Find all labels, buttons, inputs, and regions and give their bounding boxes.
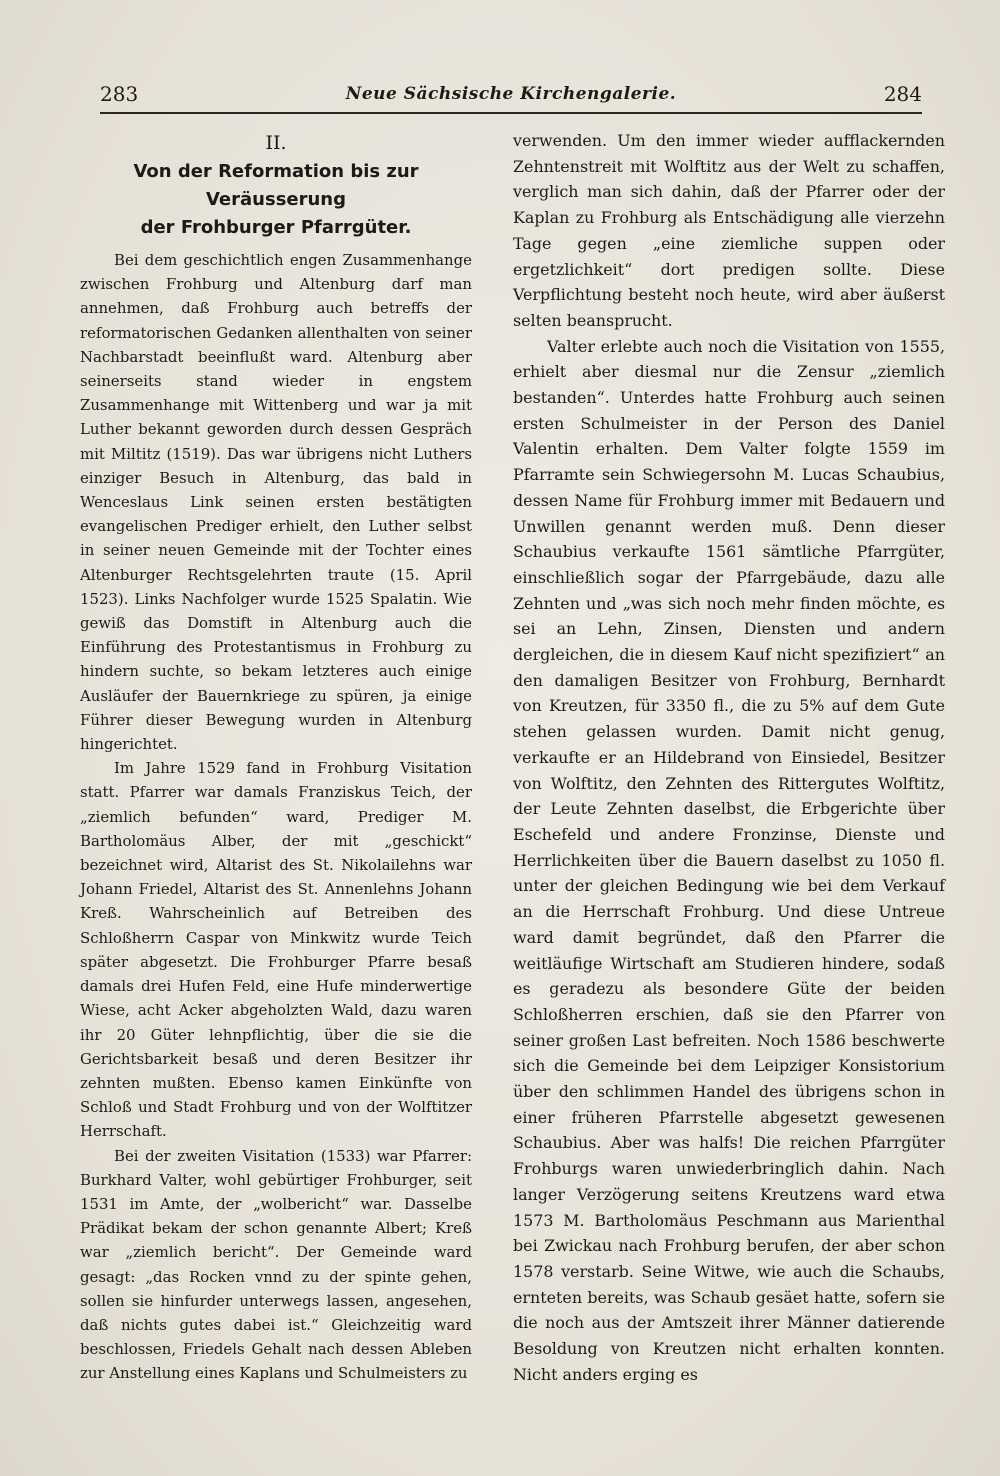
paragraph: Im Jahre 1529 fand in Frohburg Visitation statt. Pfarrer war damals Franziskus Teich, der „ziemlich befunden“ ward, Prediger M. Bartholomäus Alber, der mit „geschickt“ bezeichnet wird, Altarist des St. Nikolailehns war Johann Friedel, Altarist des St. Annenlehns Johann Kreß. Wahrscheinlich auf Betreiben des Schloßherrn Caspar von Minkwitz wurde Teich später abgesetzt. Die Frohburger Pfarre besaß damals drei Hufen Feld, eine Hufe minderwertige Wiese, acht Acker abgeholzten Wald, dazu waren ihr 20 Güter lehnpflichtig, über die sie die Gerichtsbarkeit besaß und deren Besitzer ihr zehnten mußten. Ebenso kamen Einkünfte von Schloß und Stadt Frohburg und von der Wolftitzer Herrschaft.	[80, 759, 472, 1141]
section-title-line: Von der Reformation bis zur Veräusserung	[133, 161, 419, 210]
paragraph: verwenden. Um den immer wieder aufflackernden Zehntenstreit mit Wolftitz aus der Welt zu schaffen, verglich man sich dahin, daß der Pfarrer oder der Kaplan zu Frohburg als Entschädigung alle vierzehn Tage gegen „eine ziemliche suppen oder ergetzlichkeit“ dort predigen sollte. Diese Verpflichtung besteht noch heute, wird aber äußerst selten beansprucht.	[513, 131, 945, 330]
right-column	[513, 128, 945, 1387]
left-column	[80, 122, 472, 1386]
paragraph: Bei dem geschichtlich engen Zusammenhange zwischen Frohburg und Altenburg darf man annehmen, daß Frohburg auch betreffs der reformatorischen Gedanken allenthalten von seiner Nachbarstadt beeinflußt ward. Altenburg aber seinerseits stand wieder in engstem Zusammenhange mit Wittenberg und war ja mit Luther bekannt geworden durch dessen Gespräch mit Miltitz (1519). Das war übrigens nicht Luthers einziger Besuch in Altenburg, das bald in Wenceslaus Link seinen ersten bestätigten evangelischen Prediger erhielt, den Luther selbst in seiner neuen Gemeinde mit der Tochter eines Altenburger Rechtsgelehrten traute (15. April 1523). Links Nachfolger wurde 1525 Spalatin. Wie gewiß das Domstift in Altenburg auch die Einführung des Protestantismus in Frohburg zu hindern suchte, so bekam letzteres auch einige Ausläufer der Bauernkriege zu spüren, ja einige Führer dieser Bewegung wurden in Altenburg hingerichtet.	[80, 251, 472, 754]
page-header	[100, 78, 922, 112]
paragraph: Bei der zweiten Visitation (1533) war Pfarrer: Burkhard Valter, wohl gebürtiger Frohburger, seit 1531 im Amte, der „wolbericht“ war. Dasselbe Prädikat bekam der schon genannte Albert; Kreß war „ziemlich bericht“. Der Gemeinde ward gesagt: „das Rocken vnnd zu der spinte gehen, sollen sie hinfurder unterwegs lassen, angesehen, daß nichts gutes dabei ist.“ Gleichzeitig ward beschlossen, Friedels Gehalt nach dessen Ableben zur Anstellung eines Kaplans und Schulmeisters zu	[80, 1146, 472, 1383]
section-title	[80, 158, 472, 242]
paragraph: Valter erlebte auch noch die Visitation von 1555, erhielt aber diesmal nur die Zensur „ziemlich bestanden“. Unterdes hatte Frohburg auch seinen ersten Schulmeister in der Person des Daniel Valentin erhalten. Dem Valter folgte 1559 im Pfarramte sein Schwiegersohn M. Lucas Schaubius, dessen Name für Frohburg immer mit Bedauern und Unwillen genannt werden muß. Denn dieser Schaubius verkaufte 1561 sämtliche Pfarrgüter, einschließlich sogar der Pfarrgebäude, dazu alle Zehnten und „was sich noch mehr finden möchte, es sei an Lehn, Zinsen, Diensten und andern dergleichen, die in diesem Kauf nicht spezifiziert“ an den damaligen Besitzer von Frohburg, Bernhardt von Kreutzen, für 3350 fl., die zu 5% auf dem Gute stehen gelassen wurden. Damit nicht genug, verkaufte er an Hildebrand von Einsiedel, Besitzer von Wolftitz, den Zehnten des Rittergutes Wolftitz, der Leute Zehnten daselbst, die Erbgerichte über Eschefeld und andere Fronzinse, Dienste und Herrlichkeiten über die Bauern daselbst zu 1050 fl. unter der gleichen Bedingung wie bei dem Verkauf an die Herrschaft Frohburg. Und diese Untreue ward damit begründet, daß den Pfarrer die weitläufige Wirtschaft am Studieren hindere, sodaß es geradezu als besondere Güte der beiden Schloßherren erschien, daß sie den Pfarrer von seiner großen Last befreiten. Noch 1586 beschwerte sich die Gemeinde bei dem Leipziger Konsistorium über den schlimmen Handel des übrigens schon in einer früheren Pfarrstelle abgesetzt gewesenen Schaubius. Aber was halfs! Die reichen Pfarrgüter Frohburgs waren unwiederbringlich dahin. Nach langer Verzögerung seitens Kreutzens ward etwa 1573 M. Bartholomäus Peschmann aus Marienthal bei Zwickau nach Frohburg berufen, der aber schon 1578 verstarb. Seine Witwe, wie auch die Schaubs, ernteten bereits, was Schaub gesäet hatte, sofern sie die noch aus der Amtszeit ihrer Männer datierende Besoldung von Kreutzen nicht erhalten konnten. Nicht anders erging es	[513, 336, 945, 1384]
page-number-right: 284	[883, 82, 922, 106]
page-number-left: 283	[100, 82, 139, 106]
running-title: Neue Sächsische Kirchengalerie.	[345, 84, 677, 104]
header-rule	[100, 112, 922, 114]
section-number: II.	[265, 132, 287, 154]
section-title-line: der Frohburger Pfarrgüter.	[140, 217, 412, 238]
